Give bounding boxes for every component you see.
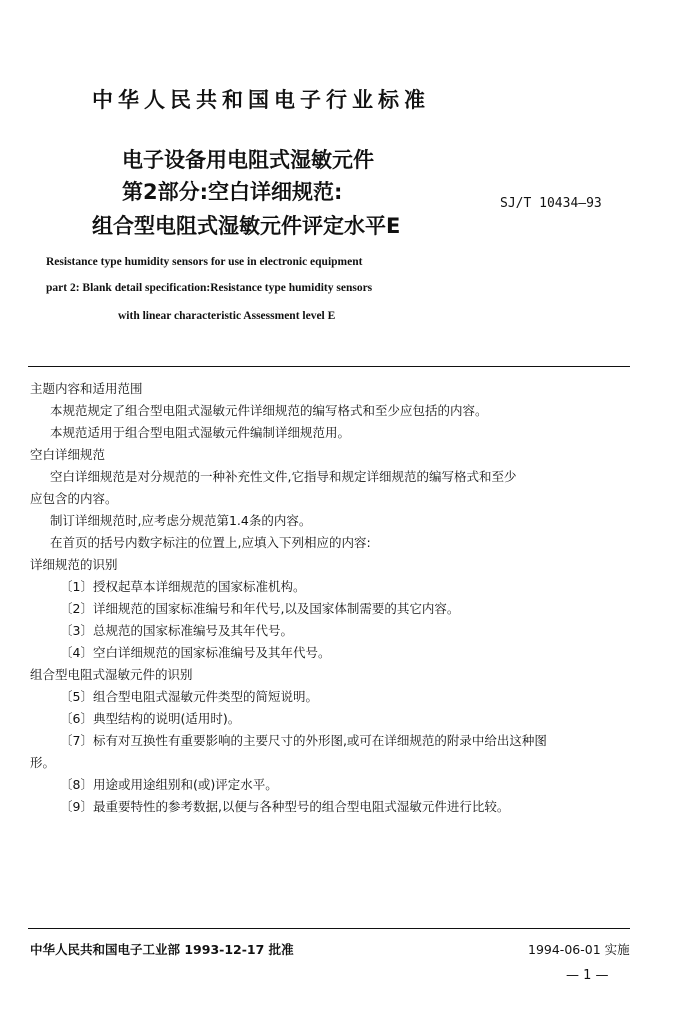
body-line: 〔5〕组合型电阻式湿敏元件类型的简短说明。	[60, 689, 318, 704]
body-text	[30, 378, 634, 818]
title-en-line-2: part 2: Blank detail specification:Resistance type humidity sensors	[46, 282, 373, 294]
body-line: 在首页的括号内数字标注的位置上,应填入下列相应的内容:	[50, 535, 371, 550]
body-line: 主题内容和适用范围	[30, 381, 143, 396]
title-en-line-3: with linear characteristic Assessment level E	[118, 310, 336, 322]
body-line: 〔7〕标有对互换性有重要影响的主要尺寸的外形图,或可在详细规范的附录中给出这种图	[60, 733, 547, 748]
header-divider	[28, 366, 630, 367]
standard-code: SJ/T 10434—93	[500, 196, 602, 211]
body-line: 〔6〕典型结构的说明(适用时)。	[60, 711, 241, 726]
body-line: 本规范适用于组合型电阻式湿敏元件编制详细规范用。	[50, 425, 351, 440]
footer-divider	[28, 928, 630, 929]
title-en-line-1: Resistance type humidity sensors for use in electronic equipment	[46, 256, 363, 268]
approval-line: 中华人民共和国电子工业部 1993-12-17 批准	[30, 942, 294, 957]
body-line: 〔8〕用途或用途组别和(或)评定水平。	[60, 777, 278, 792]
body-line: 形。	[30, 755, 56, 770]
body-line: 详细规范的识别	[30, 557, 118, 572]
body-line: 空白详细规范	[30, 447, 106, 462]
body-line: 〔4〕空白详细规范的国家标准编号及其年代号。	[60, 645, 331, 660]
body-line: 〔1〕授权起草本详细规范的国家标准机构。	[60, 579, 306, 594]
page-number: — 1 —	[566, 968, 609, 983]
body-line: 组合型电阻式湿敏元件的识别	[30, 667, 193, 682]
title-cn-line-3: 组合型电阻式湿敏元件评定水平E	[92, 214, 401, 238]
body-line: 应包含的内容。	[30, 491, 118, 506]
title-cn-line-2: 第2部分:空白详细规范:	[122, 180, 343, 204]
body-line: 制订详细规范时,应考虑分规范第1.4条的内容。	[50, 513, 312, 528]
body-line: 〔9〕最重要特性的参考数据,以便与各种型号的组合型电阻式湿敏元件进行比较。	[60, 799, 510, 814]
body-line: 空白详细规范是对分规范的一种补充性文件,它指导和规定详细规范的编写格式和至少	[50, 469, 517, 484]
body-line: 〔2〕详细规范的国家标准编号和年代号,以及国家体制需要的其它内容。	[60, 601, 460, 616]
standard-body-heading: 中华人民共和国电子行业标准	[92, 88, 430, 112]
effective-date: 1994-06-01 实施	[528, 942, 630, 957]
title-cn-line-1: 电子设备用电阻式湿敏元件	[122, 148, 374, 172]
body-line: 本规范规定了组合型电阻式湿敏元件详细规范的编写格式和至少应包括的内容。	[50, 403, 488, 418]
body-line: 〔3〕总规范的国家标准编号及其年代号。	[60, 623, 293, 638]
